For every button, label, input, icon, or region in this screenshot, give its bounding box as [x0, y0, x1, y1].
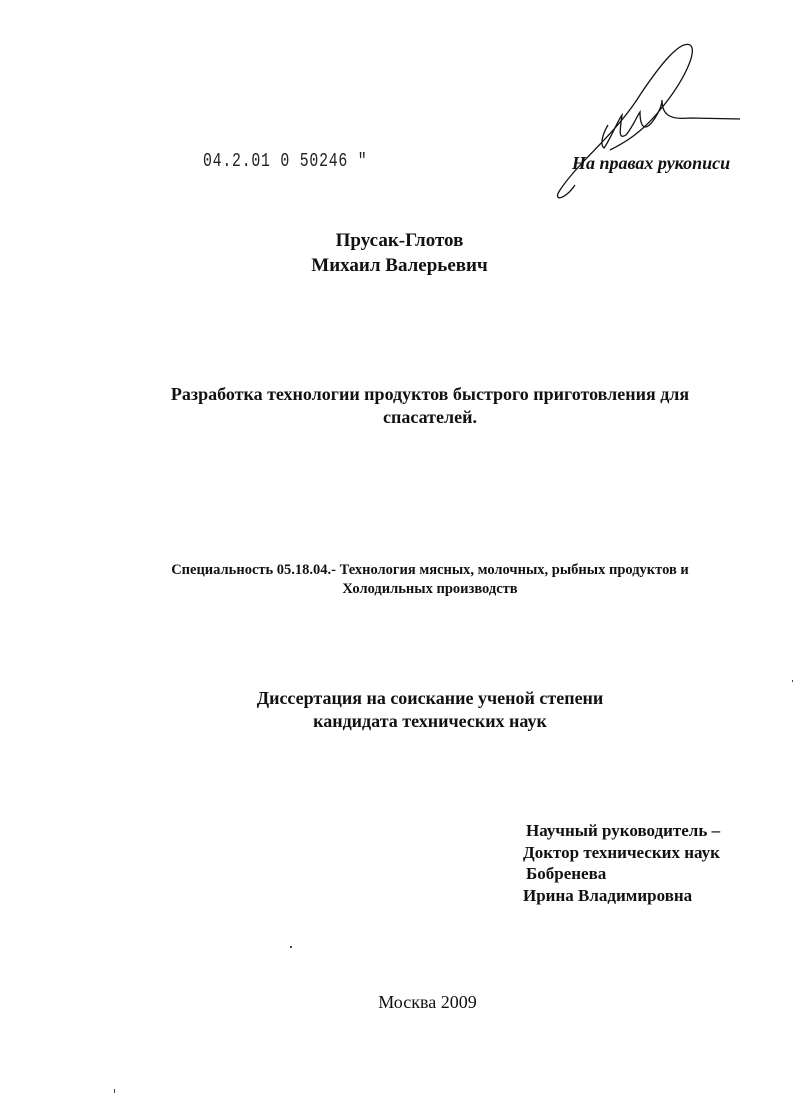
archive-stamp-number: 04.2.01 0 50246 " [203, 150, 368, 172]
author-surname: Прусак-Глотов [335, 230, 464, 251]
degree-block [200, 687, 660, 733]
thesis-title [140, 383, 720, 429]
manuscript-rights-label: На правах рукописи [572, 153, 731, 173]
degree-line2: кандидата технических наук [313, 711, 547, 731]
specialty-line1: Специальность 05.18.04.- Технология мясных, молочных, рыбных продуктов и [171, 562, 689, 578]
specialty-block [120, 561, 740, 599]
supervisor-block [523, 820, 720, 906]
scan-speck [114, 1089, 115, 1093]
scan-speck [290, 946, 292, 948]
author-given-names: Михаил Валерьевич [311, 255, 488, 276]
supervisor-given-names: Ирина Владимировна [523, 885, 693, 905]
degree-line1: Диссертация на соискание ученой степени [256, 688, 604, 708]
supervisor-surname: Бобренева [526, 864, 607, 883]
scan-speck [792, 680, 793, 682]
supervisor-title: Доктор технических наук [523, 842, 720, 862]
city-year: Москва 2009 [378, 992, 477, 1012]
specialty-line2: Холодильных производств [342, 581, 518, 597]
author-block [0, 228, 799, 278]
signature-icon [540, 40, 760, 200]
thesis-title-line1: Разработка технологии продуктов быстрого приготовления для [170, 384, 690, 404]
supervisor-role: Научный руководитель – [526, 821, 721, 840]
thesis-title-line2: спасателей. [383, 407, 477, 427]
